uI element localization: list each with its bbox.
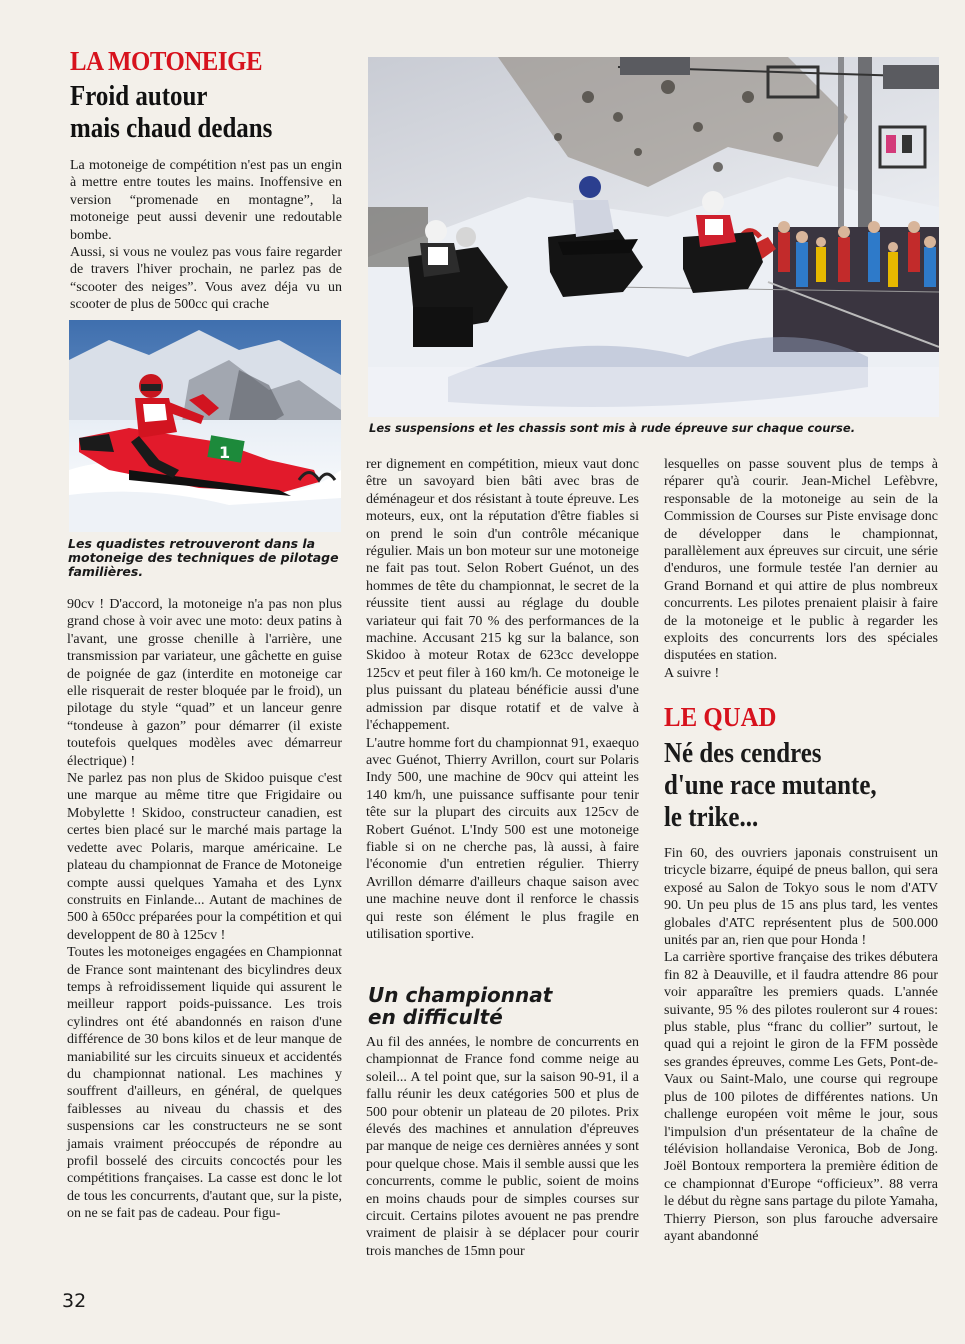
caption-main-photo: Les suspensions et les chassis sont mis à rude épreuve sur chaque course.	[369, 421, 856, 435]
headline-quad: Né des cendres d'une race mutante, le trike...	[664, 737, 877, 833]
intro-paragraph-1: La motoneige de compétition n'est pas un engin à mettre entre toutes les mains. Inoffensive en version “promenade en montagne”, la motoneige peut aussi devenir une redoutable bombe.	[70, 158, 342, 243]
photo-snowmobile-race	[368, 57, 939, 417]
paragraph: La carrière sportive française des trikes débutera fin 82 à Deauville, et il faudra attendre 86 pour voir apparaître les premiers quads. L'année suivante, 95 % des pilotes rouleront sur 4 roues: plus stable, plus “franc du collier” surtout, le quad qui a rejoint le giron de la FFM possède ses grandes épreuves, comme Les Gets, Pont-de-Vaux ou Saint-Malo, une course qui regroupe plus de 100 pilotes de différentes nations. Un challenge européen voit même le jour, sous l'impulsion d'un présentateur de la chaîne de télévision hollandaise Veronica, Bob de Jong. Joël Bontoux remportera la première édition de ce championnat d'Europe “officieux”. 88 verra le début du règne sans partage du pilote Yamaha, Thierry Pierson, son plus farouche adversaire ayant abandonné	[664, 950, 938, 1244]
body-column-2-continued	[366, 1034, 639, 1260]
paragraph: Toutes les motoneiges engagées en Championnat de France sont maintenant des bicylindres deux temps à refroidissement liquide qui assurent le meilleur rapport poids-puissance. Les trois cylindres ont été abandonnés en raison d'une différence de 30 bons kilos et de leur manque de maniabilité sur les circuits sinueux et accidentés du championnat national. Les machines y souffrent d'ailleurs, en général, de quelques faiblesses au niveau du chassis et des suspensions car les constructeurs ne se sont jamais vraiment préoccupés de répondre au profil bosselé des circuits concoctés pour les compétitions françaises. La casse est donc le lot de tous les concurrents, d'autant que, sur la piste, on ne se fait pas de cadeau. Pour figu-	[67, 945, 342, 1222]
caption-small-photo: Les quadistes retrouveront dans la motoneige des techniques de pilotage familières.	[68, 536, 339, 579]
intro-paragraph-2: Aussi, si vous ne voulez pas vous faire regarder de travers l'hiver prochain, ne parlez pas de “scooter des neiges”. Vous avez déja vu un scooter de plus de 500cc qui crache	[70, 245, 342, 313]
paragraph: Au fil des années, le nombre de concurrents en championnat de France fond comme neige au soleil... A tel point que, sur la saison 90-91, il a fallu réunir les deux catégories 500 et plus de 500 pour obtenir un plateau de 20 pilotes. Prix élevés des machines et annulation d'épreuves par manque de neige ces dernières années y sont pour quelque chose. Mais il semble aussi que les concurrents, comme le public, soient de moins en moins chauds pour de simples courses sur circuit. Certains pilotes avouent ne pas prendre vraiment de plaisir à se déplacer pour courir trois manches de 15mn pour	[366, 1035, 639, 1259]
page-number: 32	[62, 1290, 87, 1312]
headline-motoneige: Froid autour mais chaud dedans	[70, 80, 273, 144]
body-column-quad	[664, 845, 938, 1245]
a-suivre: A suivre !	[664, 665, 720, 681]
snowmobile-rider-illustration	[69, 320, 341, 532]
paragraph: Ne parlez pas non plus de Skidoo puisque c'est une marque au même titre que Frigidaire ou Mobylette ! Skidoo, constructeur canadien, est certes bien placé sur le marché mais partage la vedette avec Polaris, marque américaine. Le plateau du championnat de France de Motoneige compte aussi quelques Yamaha et des Lynx construits en Finlande... Autant de machines de 500 à 650cc préparées pour la compétition et qui developpent de 80 à 125cv !	[67, 771, 342, 943]
paragraph: 90cv ! D'accord, la motoneige n'a pas non plus grand chose à voir avec une moto: deux patins à l'avant, une grosse chenille à l'arrière, une transmission par variateur, une gâchette en guise de poignée de gaz (interdite en motoneige car elle risquerait de rester bloquée par le froid), un pilotage du style “quad” et un lanceur genre “tondeuse à gazon” pour démarrer (il existe toutefois quelques modèles avec démarreur électrique) !	[67, 597, 342, 769]
paragraph: Fin 60, des ouvriers japonais construisent un tricycle bizarre, équipé de pneus ballon, qui sera exposé au Salon de Tokyo sous le nom d'ATV 90. Un peu plus de 15 ans plus tard, les ventes globales d'ATC représentent plus de 500.000 unités par an, rien que pour Honda !	[664, 846, 938, 949]
snowmobile-race-illustration	[368, 57, 939, 417]
body-column-3	[664, 456, 938, 682]
section-kicker-motoneige: LA MOTONEIGE	[70, 46, 263, 76]
photo-snowmobile-rider	[69, 320, 341, 532]
section-kicker-quad: LE QUAD	[664, 702, 777, 732]
paragraph: lesquelles on passe souvent plus de temps à réparer qu'à courir. Jean-Michel Lefèbvre, responsable de la motoneige au sein de la Commission de Courses sur Piste envisage donc de développer dans le championnat, parallèlement aux épreuves sur circuit, une série d'enduros, une formule testée l'an dernier au Grand Bornand et qui attire de plus nombreux concurrents. Les pilotes prenaient plaisir à faire de la motoneige et le public à regarder les exploits des concurrents lors des spéciales disputées en station.	[664, 457, 938, 664]
intro-column	[70, 157, 342, 314]
paragraph: L'autre homme fort du championnat 91, exaequo avec Guénot, Thierry Avrillon, court sur Polaris Indy 500, une machine de 90cv qui atteint les 140 km/h, une puissance suffisante pour tenir tête sur la plupart des circuits aux 125cv de Robert Guénot. L'Indy 500 est une motoneige fiable si on ne cherche pas, là aussi, à faire l'économie d'un entretien régulier. Thierry Avrillon démarre d'ailleurs chaque saison avec une machine neuve dont il renforce le chassis qui reste son élément le plus fragile en utilisation sportive.	[366, 735, 639, 942]
bib-number: 1	[219, 443, 231, 462]
subheading-championnat: Un championnat en difficulté	[368, 983, 553, 1029]
paragraph: rer dignement en compétition, mieux vaut donc être un savoyard bien bâti avec bras de déménageur et dos résistant à toute épreuve. Les moteurs, eux, ont la réputation d'être fiables si on prend le soin d'un contrôle mécanique régulier. Mais un bon moteur sur une motoneige ne fait pas tout. Selon Robert Guénot, un des hommes de tête du championnat, le secret de la réussite tient aussi au réglage du double variateur qui fait 70 % des performances de la machine. Accusant 215 kg sur la balance, son Skidoo à moteur Rotax de 623cc developpe 125cv et peut filer à 160 km/h. Ce motoneige le plus puissant du plateau bénéficie aussi d'une admission par disque rotatif et de valve à l'échappement.	[366, 457, 639, 734]
body-column-1	[67, 596, 342, 1223]
body-column-2	[366, 456, 639, 943]
